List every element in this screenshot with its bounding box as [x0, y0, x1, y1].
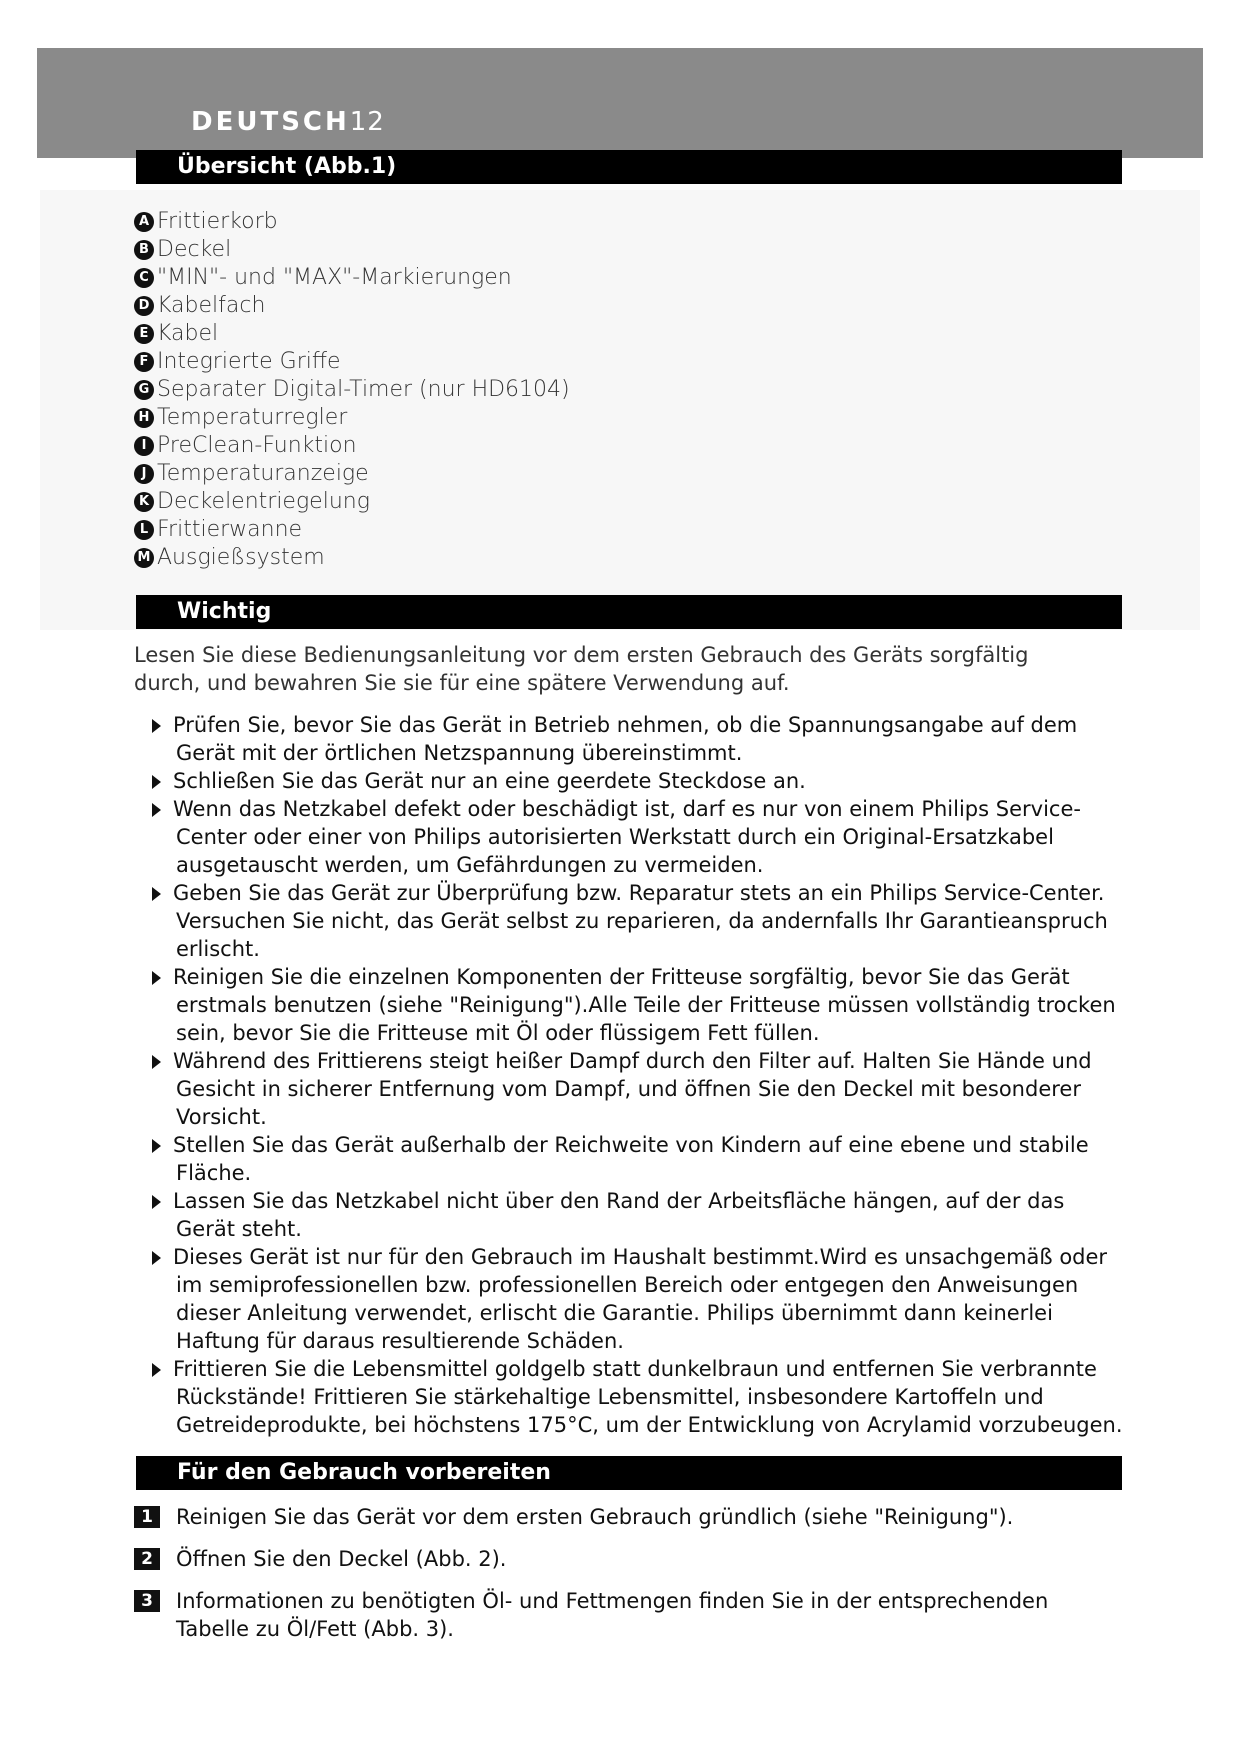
letter-badge: D: [134, 296, 154, 316]
part-label: Frittierwanne: [157, 517, 303, 542]
letter-badge: G: [134, 380, 154, 400]
part-label: Kabel: [157, 321, 219, 346]
letter-badge: C: [134, 268, 154, 288]
step-text: Reinigen Sie das Gerät vor dem ersten Gebrauch gründlich (siehe "Reinigung").: [176, 1505, 1014, 1529]
list-item: [134, 795, 1124, 879]
list-item: [134, 404, 570, 432]
step-text: Informationen zu benötigten Öl- und Fettmengen finden Sie in der entsprechenden Tabelle zu Öl/Fett (Abb. 3).: [176, 1589, 1049, 1641]
step-number: 2: [134, 1548, 160, 1570]
list-item: [134, 432, 570, 460]
letter-badge: L: [134, 520, 154, 540]
safety-list: [134, 711, 1124, 1439]
list-item: [134, 767, 1124, 795]
rule-text: Frittieren Sie die Lebensmittel goldgelb statt dunkelbraun und entfernen Sie verbrannte Rückstände! Frittieren Sie stärkehaltige Lebensmittel, insbesondere Kartoffeln und Getreideprodukte, bei höchstens 175°C, um der Entwicklung von Acrylamid vorzubeugen.: [173, 1357, 1123, 1437]
language-name: DEUTSCH: [191, 107, 350, 137]
step-number: 3: [134, 1590, 160, 1612]
list-item: [134, 1131, 1124, 1187]
list-item: [134, 264, 570, 292]
letter-badge: K: [134, 492, 154, 512]
rule-text: Geben Sie das Gerät zur Überprüfung bzw. Reparatur stets an ein Philips Service-Center. Versuchen Sie nicht, das Gerät selbst zu reparieren, da andernfalls Ihr Garantieanspruch erlischt.: [173, 881, 1108, 961]
list-item: [134, 1243, 1124, 1355]
rule-text: Prüfen Sie, bevor Sie das Gerät in Betrieb nehmen, ob die Spannungsangabe auf dem Gerät mit der örtlichen Netzspannung übereinstimmt.: [173, 713, 1078, 765]
part-label: "MIN"- und "MAX"-Markierungen: [157, 265, 512, 290]
language-label: [191, 107, 385, 137]
list-item: [134, 879, 1124, 963]
bullet-icon: [152, 887, 161, 901]
list-item: [134, 488, 570, 516]
letter-badge: A: [134, 212, 154, 232]
list-item: [134, 516, 570, 544]
list-item: [134, 1047, 1124, 1131]
list-item: [134, 236, 570, 264]
list-item: [134, 348, 570, 376]
list-item: [134, 1355, 1124, 1439]
list-item: [134, 711, 1124, 767]
rule-text: Wenn das Netzkabel defekt oder beschädigt ist, darf es nur von einem Philips Service-Center oder einer von Philips autorisierten Werkstatt durch ein Original-Ersatzkabel ausgetauscht werden, um Gefährdungen zu vermeiden.: [173, 797, 1081, 877]
step-text: Öffnen Sie den Deckel (Abb. 2).: [176, 1547, 507, 1571]
rule-text: Lassen Sie das Netzkabel nicht über den Rand der Arbeitsfläche hängen, auf der das Gerät steht.: [173, 1189, 1065, 1241]
bullet-icon: [152, 1195, 161, 1209]
bullet-icon: [152, 775, 161, 789]
page-number: 12: [349, 107, 385, 137]
part-label: Deckel: [157, 237, 232, 262]
bullet-icon: [152, 971, 161, 985]
part-label: Temperaturregler: [157, 405, 348, 430]
part-label: Temperaturanzeige: [157, 461, 369, 486]
letter-badge: H: [134, 408, 154, 428]
list-item: [134, 460, 570, 488]
section-title-prepare: Für den Gebrauch vorbereiten: [136, 1456, 1122, 1490]
list-item: [134, 376, 570, 404]
list-item: [134, 292, 570, 320]
rule-text: Reinigen Sie die einzelnen Komponenten der Fritteuse sorgfältig, bevor Sie das Gerät erstmals benutzen (siehe "Reinigung").Alle Teile der Fritteuse müssen vollständig trocken sein, bevor Sie die Fritteuse mit Öl oder flüssigem Fett füllen.: [173, 965, 1116, 1045]
letter-badge: B: [134, 240, 154, 260]
list-item: [134, 320, 570, 348]
bullet-icon: [152, 803, 161, 817]
part-label: Deckelentriegelung: [157, 489, 370, 514]
bullet-icon: [152, 1363, 161, 1377]
part-label: Separater Digital-Timer (nur HD6104): [157, 377, 570, 402]
list-item: [134, 963, 1124, 1047]
rule-text: Während des Frittierens steigt heißer Dampf durch den Filter auf. Halten Sie Hände und Gesicht in sicherer Entfernung vom Dampf, und öffnen Sie den Deckel mit besonderer Vorsicht.: [173, 1049, 1092, 1129]
intro-paragraph: Lesen Sie diese Bedienungsanleitung vor dem ersten Gebrauch des Geräts sorgfältig durch, und bewahren Sie sie für eine spätere Verwendung auf.: [134, 643, 1029, 695]
step-item: [134, 1545, 1124, 1573]
bullet-icon: [152, 1055, 161, 1069]
letter-badge: E: [134, 324, 154, 344]
letter-badge: M: [134, 548, 154, 568]
step-number: 1: [134, 1506, 160, 1528]
step-item: [134, 1587, 1124, 1643]
list-item: [134, 544, 570, 572]
section-title-overview: Übersicht (Abb.1): [136, 150, 1122, 184]
part-label: Kabelfach: [157, 293, 266, 318]
list-item: [134, 208, 570, 236]
rule-text: Dieses Gerät ist nur für den Gebrauch im Haushalt bestimmt.Wird es unsachgemäß oder im semiprofessionellen bzw. professionellen Bereich oder entgegen den Anweisungen dieser Anleitung verwendet, erlischt die Garantie. Philips übernimmt dann keinerlei Haftung für daraus resultierende Schäden.: [173, 1245, 1108, 1353]
part-label: Integrierte Griffe: [157, 349, 341, 374]
bullet-icon: [152, 719, 161, 733]
part-label: PreClean-Funktion: [157, 433, 357, 458]
part-label: Frittierkorb: [157, 209, 278, 234]
step-item: [134, 1503, 1124, 1531]
steps-list: [134, 1503, 1124, 1657]
rule-text: Stellen Sie das Gerät außerhalb der Reichweite von Kindern auf eine ebene und stabile Fläche.: [173, 1133, 1089, 1185]
header-band: [37, 48, 1203, 158]
rule-text: Schließen Sie das Gerät nur an eine geerdete Steckdose an.: [173, 769, 806, 793]
part-label: Ausgießsystem: [157, 545, 325, 570]
letter-badge: J: [134, 464, 154, 484]
parts-list: [134, 208, 570, 572]
letter-badge: F: [134, 352, 154, 372]
letter-badge: I: [134, 436, 154, 456]
section-title-important: Wichtig: [136, 595, 1122, 629]
list-item: [134, 1187, 1124, 1243]
bullet-icon: [152, 1251, 161, 1265]
bullet-icon: [152, 1139, 161, 1153]
